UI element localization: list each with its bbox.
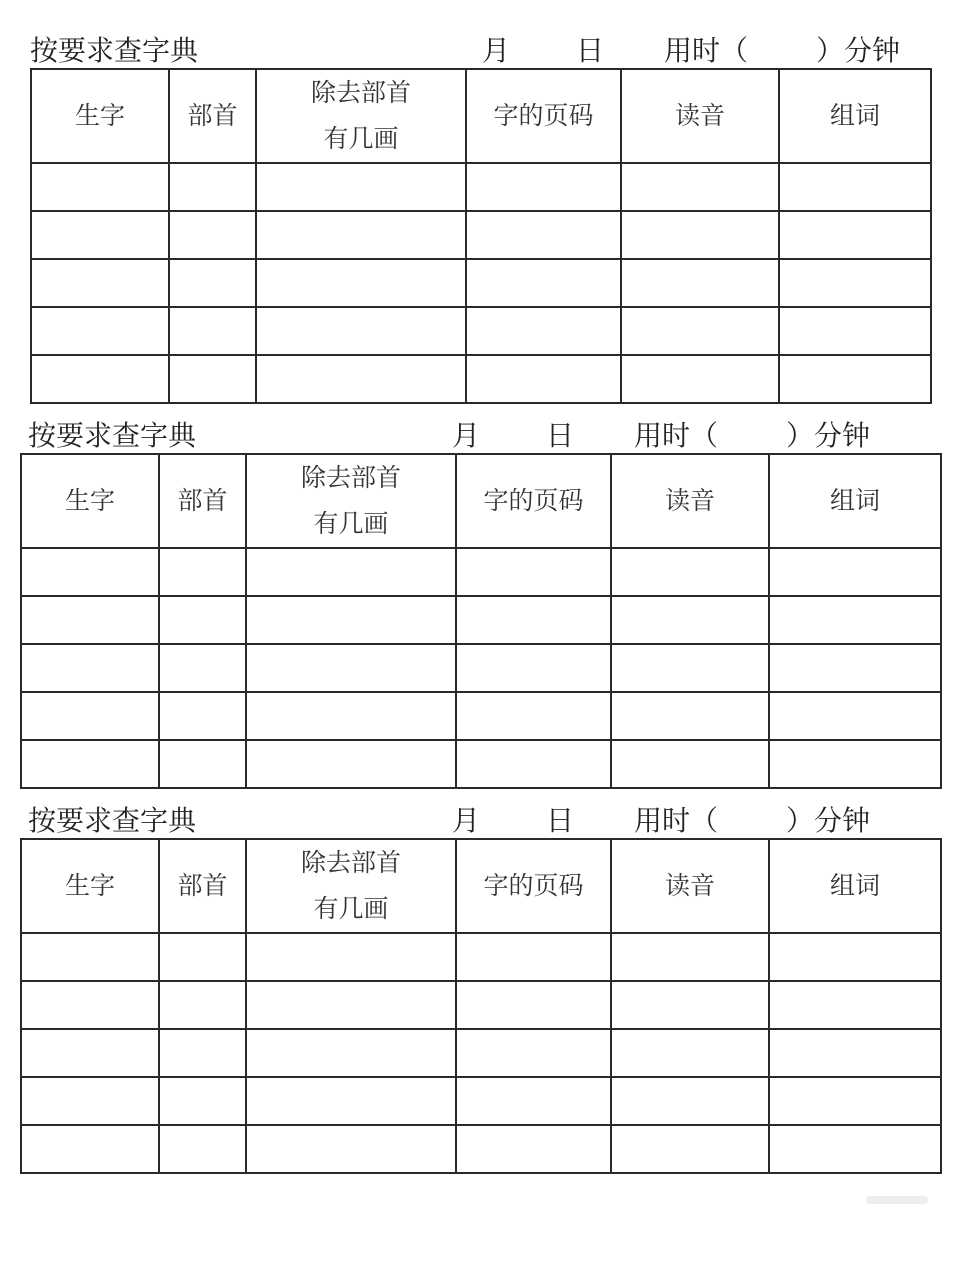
strokes-cell[interactable] bbox=[256, 259, 466, 307]
character-cell[interactable] bbox=[21, 981, 159, 1029]
words-cell[interactable] bbox=[769, 740, 941, 788]
page-cell[interactable] bbox=[456, 548, 611, 596]
words-cell[interactable] bbox=[779, 355, 931, 403]
radical-cell[interactable] bbox=[159, 1077, 246, 1125]
strokes-cell[interactable] bbox=[246, 596, 456, 644]
table-row bbox=[21, 740, 941, 788]
header-character: 生字 bbox=[31, 69, 169, 163]
month-label: 月 bbox=[482, 34, 511, 67]
pronunciation-cell[interactable] bbox=[611, 1125, 769, 1173]
header-strokes bbox=[246, 839, 456, 933]
words-cell[interactable] bbox=[769, 596, 941, 644]
pronunciation-cell[interactable] bbox=[611, 740, 769, 788]
header-strokes-line2: 有几画 bbox=[313, 894, 389, 923]
strokes-cell[interactable] bbox=[246, 1125, 456, 1173]
header-page: 字的页码 bbox=[456, 839, 611, 933]
pronunciation-cell[interactable] bbox=[621, 163, 779, 211]
character-cell[interactable] bbox=[31, 307, 169, 355]
radical-cell[interactable] bbox=[159, 596, 246, 644]
table-row bbox=[21, 548, 941, 596]
page-cell[interactable] bbox=[456, 1077, 611, 1125]
words-cell[interactable] bbox=[769, 644, 941, 692]
page-cell[interactable] bbox=[456, 692, 611, 740]
page-cell[interactable] bbox=[466, 211, 621, 259]
pronunciation-cell[interactable] bbox=[611, 692, 769, 740]
page-cell[interactable] bbox=[456, 644, 611, 692]
pronunciation-cell[interactable] bbox=[611, 644, 769, 692]
worksheet-3 bbox=[20, 802, 940, 1176]
page-cell[interactable] bbox=[456, 933, 611, 981]
words-cell[interactable] bbox=[779, 211, 931, 259]
character-cell[interactable] bbox=[21, 1125, 159, 1173]
day-label: 日 bbox=[576, 34, 605, 67]
table-row bbox=[31, 163, 931, 211]
time-used-label: 用时（ bbox=[634, 804, 719, 837]
header-radical: 部首 bbox=[159, 454, 246, 548]
header-strokes-line1: 除去部首 bbox=[300, 848, 401, 877]
strokes-cell[interactable] bbox=[256, 307, 466, 355]
table-row bbox=[21, 981, 941, 1029]
header-words: 组词 bbox=[779, 69, 931, 163]
strokes-cell[interactable] bbox=[256, 211, 466, 259]
character-cell[interactable] bbox=[31, 355, 169, 403]
dictionary-table bbox=[20, 838, 942, 1174]
page-cell[interactable] bbox=[456, 981, 611, 1029]
radical-cell[interactable] bbox=[169, 259, 256, 307]
table-row bbox=[21, 1029, 941, 1077]
header-strokes-line1: 除去部首 bbox=[310, 78, 411, 107]
worksheet-2 bbox=[20, 417, 940, 791]
words-cell[interactable] bbox=[779, 163, 931, 211]
radical-cell[interactable] bbox=[169, 211, 256, 259]
words-cell[interactable] bbox=[769, 692, 941, 740]
pronunciation-cell[interactable] bbox=[611, 548, 769, 596]
strokes-cell[interactable] bbox=[246, 1029, 456, 1077]
day-label: 日 bbox=[546, 804, 575, 837]
strokes-cell[interactable] bbox=[256, 355, 466, 403]
page-cell[interactable] bbox=[466, 355, 621, 403]
page-cell[interactable] bbox=[456, 596, 611, 644]
character-cell[interactable] bbox=[31, 211, 169, 259]
page-cell[interactable] bbox=[466, 259, 621, 307]
time-used-label: 用时（ bbox=[634, 419, 719, 452]
strokes-cell[interactable] bbox=[246, 644, 456, 692]
header-character: 生字 bbox=[21, 839, 159, 933]
dictionary-table bbox=[30, 68, 932, 404]
character-cell[interactable] bbox=[31, 259, 169, 307]
character-cell[interactable] bbox=[31, 163, 169, 211]
strokes-cell[interactable] bbox=[246, 692, 456, 740]
worksheet-title: 按要求查字典 bbox=[28, 419, 197, 452]
words-cell[interactable] bbox=[769, 1077, 941, 1125]
radical-cell[interactable] bbox=[159, 692, 246, 740]
character-cell[interactable] bbox=[21, 740, 159, 788]
table-row bbox=[21, 1077, 941, 1125]
page-cell[interactable] bbox=[456, 1125, 611, 1173]
time-used-label: 用时（ bbox=[664, 34, 749, 67]
radical-cell[interactable] bbox=[159, 981, 246, 1029]
table-header-row bbox=[21, 454, 941, 548]
minutes-label: ）分钟 bbox=[786, 419, 871, 452]
words-cell[interactable] bbox=[779, 307, 931, 355]
month-label: 月 bbox=[452, 419, 481, 452]
pronunciation-cell[interactable] bbox=[621, 355, 779, 403]
pronunciation-cell[interactable] bbox=[611, 1029, 769, 1077]
header-pronunciation: 读音 bbox=[611, 454, 769, 548]
radical-cell[interactable] bbox=[169, 307, 256, 355]
header-page: 字的页码 bbox=[456, 454, 611, 548]
header-strokes bbox=[246, 454, 456, 548]
radical-cell[interactable] bbox=[159, 644, 246, 692]
pronunciation-cell[interactable] bbox=[611, 596, 769, 644]
radical-cell[interactable] bbox=[159, 740, 246, 788]
minutes-label: ）分钟 bbox=[816, 34, 901, 67]
words-cell[interactable] bbox=[779, 259, 931, 307]
page-cell[interactable] bbox=[466, 163, 621, 211]
header-pronunciation: 读音 bbox=[621, 69, 779, 163]
character-cell[interactable] bbox=[21, 1077, 159, 1125]
minutes-label: ）分钟 bbox=[786, 804, 871, 837]
character-cell[interactable] bbox=[21, 644, 159, 692]
month-label: 月 bbox=[452, 804, 481, 837]
table-row bbox=[21, 1125, 941, 1173]
words-cell[interactable] bbox=[769, 933, 941, 981]
character-cell[interactable] bbox=[21, 1029, 159, 1077]
worksheet-header bbox=[20, 417, 940, 455]
table-header-row bbox=[21, 839, 941, 933]
radical-cell[interactable] bbox=[159, 1029, 246, 1077]
radical-cell[interactable] bbox=[159, 1125, 246, 1173]
header-character: 生字 bbox=[21, 454, 159, 548]
table-row bbox=[21, 692, 941, 740]
page-cell[interactable] bbox=[456, 740, 611, 788]
table-row bbox=[31, 355, 931, 403]
radical-cell[interactable] bbox=[169, 163, 256, 211]
table-row bbox=[21, 596, 941, 644]
worksheet-1 bbox=[30, 32, 930, 406]
header-words: 组词 bbox=[769, 454, 941, 548]
page-cell[interactable] bbox=[466, 307, 621, 355]
words-cell[interactable] bbox=[769, 1125, 941, 1173]
header-words: 组词 bbox=[769, 839, 941, 933]
worksheet-header bbox=[20, 802, 940, 840]
pronunciation-cell[interactable] bbox=[611, 981, 769, 1029]
strokes-cell[interactable] bbox=[246, 933, 456, 981]
header-strokes-line2: 有几画 bbox=[323, 124, 399, 153]
header-page: 字的页码 bbox=[466, 69, 621, 163]
page-cell[interactable] bbox=[456, 1029, 611, 1077]
table-row bbox=[31, 211, 931, 259]
header-strokes-line1: 除去部首 bbox=[300, 463, 401, 492]
worksheet-title: 按要求查字典 bbox=[30, 34, 199, 67]
table-row bbox=[21, 644, 941, 692]
radical-cell[interactable] bbox=[159, 933, 246, 981]
strokes-cell[interactable] bbox=[246, 1077, 456, 1125]
pronunciation-cell[interactable] bbox=[611, 933, 769, 981]
pronunciation-cell[interactable] bbox=[611, 1077, 769, 1125]
character-cell[interactable] bbox=[21, 596, 159, 644]
table-row bbox=[31, 307, 931, 355]
words-cell[interactable] bbox=[769, 548, 941, 596]
strokes-cell[interactable] bbox=[246, 740, 456, 788]
character-cell[interactable] bbox=[21, 692, 159, 740]
header-pronunciation: 读音 bbox=[611, 839, 769, 933]
header-strokes bbox=[256, 69, 466, 163]
pronunciation-cell[interactable] bbox=[621, 307, 779, 355]
character-cell[interactable] bbox=[21, 548, 159, 596]
radical-cell[interactable] bbox=[159, 548, 246, 596]
strokes-cell[interactable] bbox=[256, 163, 466, 211]
worksheet-header bbox=[30, 32, 930, 70]
day-label: 日 bbox=[546, 419, 575, 452]
worksheet-title: 按要求查字典 bbox=[28, 804, 197, 837]
strokes-cell[interactable] bbox=[246, 981, 456, 1029]
pronunciation-cell[interactable] bbox=[621, 259, 779, 307]
faint-watermark bbox=[866, 1196, 928, 1204]
table-row bbox=[21, 933, 941, 981]
words-cell[interactable] bbox=[769, 1029, 941, 1077]
words-cell[interactable] bbox=[769, 981, 941, 1029]
table-header-row bbox=[31, 69, 931, 163]
radical-cell[interactable] bbox=[169, 355, 256, 403]
header-radical: 部首 bbox=[169, 69, 256, 163]
strokes-cell[interactable] bbox=[246, 548, 456, 596]
dictionary-table bbox=[20, 453, 942, 789]
character-cell[interactable] bbox=[21, 933, 159, 981]
header-strokes-line2: 有几画 bbox=[313, 509, 389, 538]
pronunciation-cell[interactable] bbox=[621, 211, 779, 259]
table-row bbox=[31, 259, 931, 307]
header-radical: 部首 bbox=[159, 839, 246, 933]
